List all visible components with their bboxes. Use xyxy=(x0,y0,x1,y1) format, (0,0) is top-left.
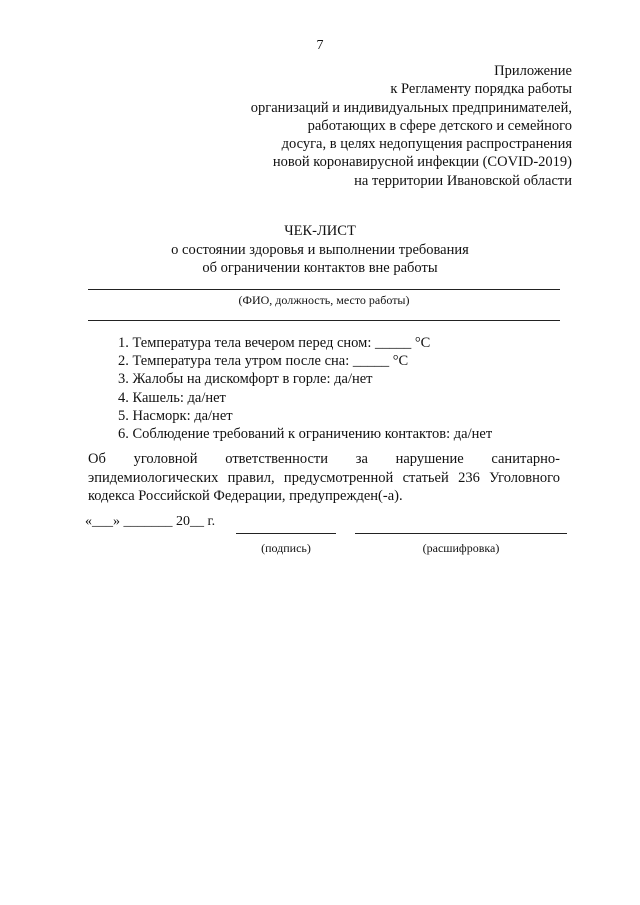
warning-line: Об уголовной ответственности за нарушение санитарно- xyxy=(88,451,560,467)
transcript-line[interactable] xyxy=(355,533,567,534)
appendix-line: досуга, в целях недопущения распространения xyxy=(281,136,572,153)
checklist-item: 1. Температура тела вечером перед сном: _____ °С xyxy=(118,335,431,351)
fio-fill-line[interactable] xyxy=(88,289,560,290)
warning-line: кодекса Российской Федерации, предупрежден(-а). xyxy=(88,488,403,504)
title-heading: ЧЕК-ЛИСТ xyxy=(284,223,356,239)
warning-line: эпидемиологических правил, предусмотренной статьей 236 Уголовного xyxy=(88,469,560,486)
checklist-item: 4. Кашель: да/нет xyxy=(118,389,226,406)
appendix-line: Приложение xyxy=(494,63,572,79)
checklist-item: 6. Соблюдение требований к ограничению контактов: да/нет xyxy=(118,426,493,443)
fio-fill-line-extra[interactable] xyxy=(88,320,560,321)
checklist-item: 3. Жалобы на дискомфорт в горле: да/нет xyxy=(118,371,373,388)
appendix-line: работающих в сфере детского и семейного xyxy=(307,117,572,134)
appendix-line: новой коронавирусной инфекции (COVID-2019) xyxy=(272,154,572,171)
signature-line[interactable] xyxy=(236,533,336,534)
appendix-line: на территории Ивановской области xyxy=(354,172,572,189)
title-subtitle-line: о состоянии здоровья и выполнении требования xyxy=(171,241,469,258)
checklist-item: 2. Температура тела утром после сна: _____ °С xyxy=(118,353,409,370)
fio-caption: (ФИО, должность, место работы) xyxy=(238,293,410,307)
signature-caption: (подпись) xyxy=(261,541,311,555)
liability-warning xyxy=(88,450,560,506)
appendix-line: организаций и индивидуальных предпринимателей, xyxy=(250,99,572,116)
appendix-header xyxy=(152,62,572,190)
page-number: 7 xyxy=(316,38,324,53)
checklist-item: 5. Насморк: да/нет xyxy=(118,407,233,424)
title-subtitle-line: об ограничении контактов вне работы xyxy=(202,260,438,276)
checklist xyxy=(118,334,492,443)
transcript-caption: (расшифровка) xyxy=(422,541,500,555)
date-field[interactable]: «___» _______ 20__ г. xyxy=(85,514,216,529)
appendix-line: к Регламенту порядка работы xyxy=(390,81,572,98)
document-title xyxy=(0,222,640,278)
